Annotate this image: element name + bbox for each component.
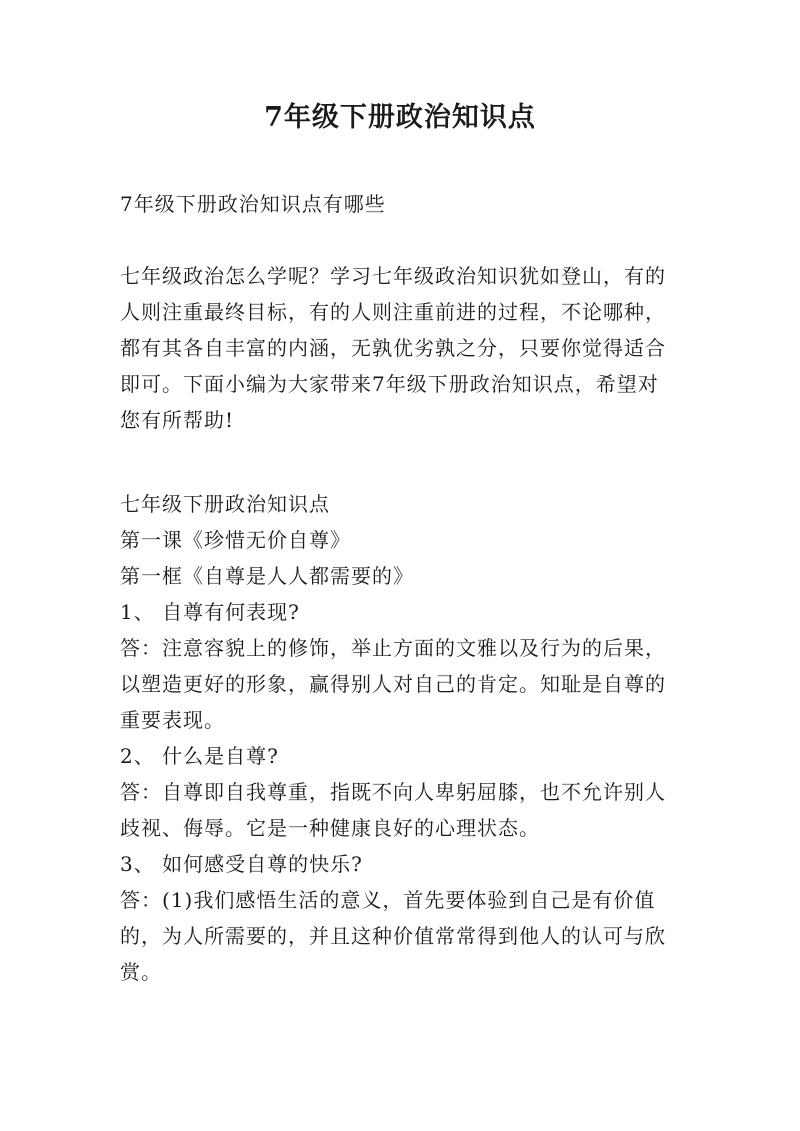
answer-2-line: 答：自尊即自我尊重，指既不向人卑躬屈膝，也不允许别人: [120, 780, 666, 804]
question-1: 1、 自尊有何表现?: [120, 600, 300, 624]
section-heading: 七年级下册政治知识点: [120, 492, 330, 516]
knowledge-section: [120, 486, 695, 990]
answer-1-line: 以塑造更好的形象，赢得别人对自己的肯定。知耻是自尊的: [120, 672, 666, 696]
subtitle-line: 7年级下册政治知识点有哪些: [120, 192, 386, 216]
document-title: 7年级下册政治知识点: [264, 102, 536, 133]
answer-3-line: 的，为人所需要的，并且这种价值常常得到他人的认可与欣: [120, 924, 666, 948]
intro-paragraph: [120, 258, 695, 438]
answer-3-line: 答：(1)我们感悟生活的意义，首先要体验到自己是有价值: [120, 888, 656, 912]
document-subtitle: [120, 186, 695, 222]
question-3: 3、 如何感受自尊的快乐?: [120, 852, 363, 876]
intro-line: 您有所帮助!: [120, 408, 235, 432]
question-2: 2、 什么是自尊?: [120, 744, 279, 768]
lesson-heading: 第一课《珍惜无价自尊》: [120, 528, 351, 552]
intro-line: 都有其各自丰富的内涵，无孰优劣孰之分，只要你觉得适合: [120, 336, 666, 360]
intro-line: 人则注重最终目标，有的人则注重前进的过程，不论哪种，: [120, 300, 666, 324]
answer-2-line: 歧视、侮辱。它是一种健康良好的心理状态。: [120, 816, 540, 840]
answer-3-line: 赏。: [120, 960, 162, 984]
answer-1-line: 答：注意容貌上的修饰，举止方面的文雅以及行为的后果，: [120, 636, 666, 660]
frame-heading: 第一框《自尊是人人都需要的》: [120, 564, 414, 588]
intro-line: 即可。下面小编为大家带来7年级下册政治知识点，希望对: [120, 372, 659, 396]
answer-1-line: 重要表现。: [120, 708, 225, 732]
intro-line: 七年级政治怎么学呢？学习七年级政治知识犹如登山，有的: [120, 264, 666, 288]
